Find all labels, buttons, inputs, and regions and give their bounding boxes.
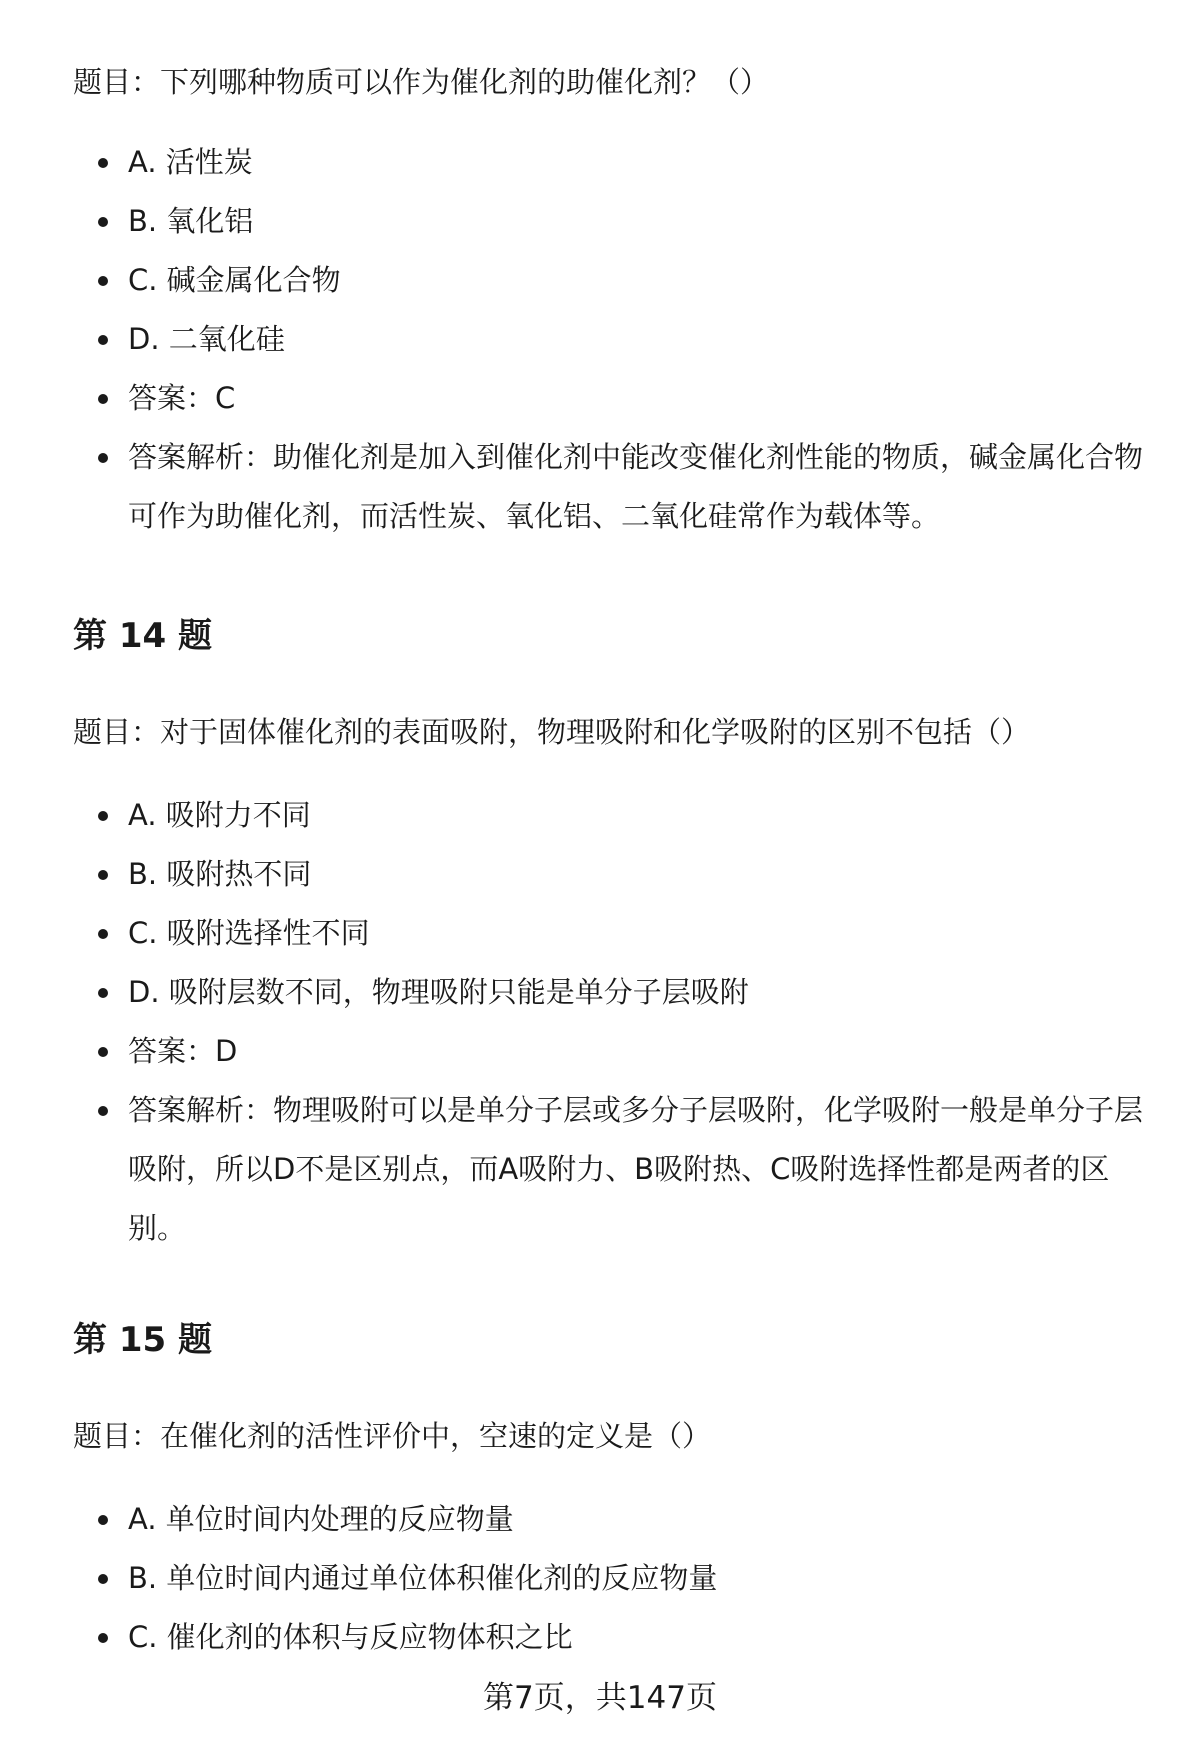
bullet-icon <box>98 929 108 939</box>
page-footer: 第7页，共147页 <box>483 1680 717 1716</box>
answer: 答案：D <box>73 1022 1153 1081</box>
option-c: C. 碱金属化合物 <box>73 251 1153 310</box>
bullet-icon <box>98 1633 108 1643</box>
answer: 答案：C <box>73 369 1153 428</box>
option-a: A. 活性炭 <box>73 133 1153 192</box>
bullet-icon <box>98 1574 108 1584</box>
question-14-heading: 第 14 题 <box>73 616 212 656</box>
question-15-options <box>73 1490 1153 1667</box>
bullet-icon <box>98 1106 108 1116</box>
option-a: A. 单位时间内处理的反应物量 <box>73 1490 1153 1549</box>
option-b: B. 单位时间内通过单位体积催化剂的反应物量 <box>73 1549 1153 1608</box>
answer-explanation: 答案解析：助催化剂是加入到催化剂中能改变催化剂性能的物质，碱金属化合物可作为助催化剂，而活性炭、氧化铝、二氧化硅常作为载体等。 <box>73 428 1153 546</box>
question-14-options <box>73 786 1153 1258</box>
question-13-text: 题目：下列哪种物质可以作为催化剂的助催化剂？（） <box>73 65 770 99</box>
bullet-icon <box>98 1047 108 1057</box>
bullet-icon <box>98 988 108 998</box>
bullet-icon <box>98 276 108 286</box>
option-a: A. 吸附力不同 <box>73 786 1153 845</box>
answer-explanation: 答案解析：物理吸附可以是单分子层或多分子层吸附，化学吸附一般是单分子层吸附，所以D不是区别点，而A吸附力、B吸附热、C吸附选择性都是两者的区别。 <box>73 1081 1153 1258</box>
option-c: C. 吸附选择性不同 <box>73 904 1153 963</box>
bullet-icon <box>98 335 108 345</box>
question-14-text: 题目：对于固体催化剂的表面吸附，物理吸附和化学吸附的区别不包括（） <box>73 715 1031 749</box>
option-d: D. 二氧化硅 <box>73 310 1153 369</box>
bullet-icon <box>98 453 108 463</box>
option-d: D. 吸附层数不同，物理吸附只能是单分子层吸附 <box>73 963 1153 1022</box>
question-13-block <box>73 62 1153 102</box>
question-15-heading: 第 15 题 <box>73 1320 212 1360</box>
question-13-options <box>73 133 1153 546</box>
bullet-icon <box>98 811 108 821</box>
question-15-text: 题目：在催化剂的活性评价中，空速的定义是（） <box>73 1419 712 1453</box>
option-c: C. 催化剂的体积与反应物体积之比 <box>73 1608 1153 1667</box>
bullet-icon <box>98 870 108 880</box>
bullet-icon <box>98 158 108 168</box>
bullet-icon <box>98 1515 108 1525</box>
bullet-icon <box>98 394 108 404</box>
bullet-icon <box>98 217 108 227</box>
option-b: B. 吸附热不同 <box>73 845 1153 904</box>
option-b: B. 氧化铝 <box>73 192 1153 251</box>
